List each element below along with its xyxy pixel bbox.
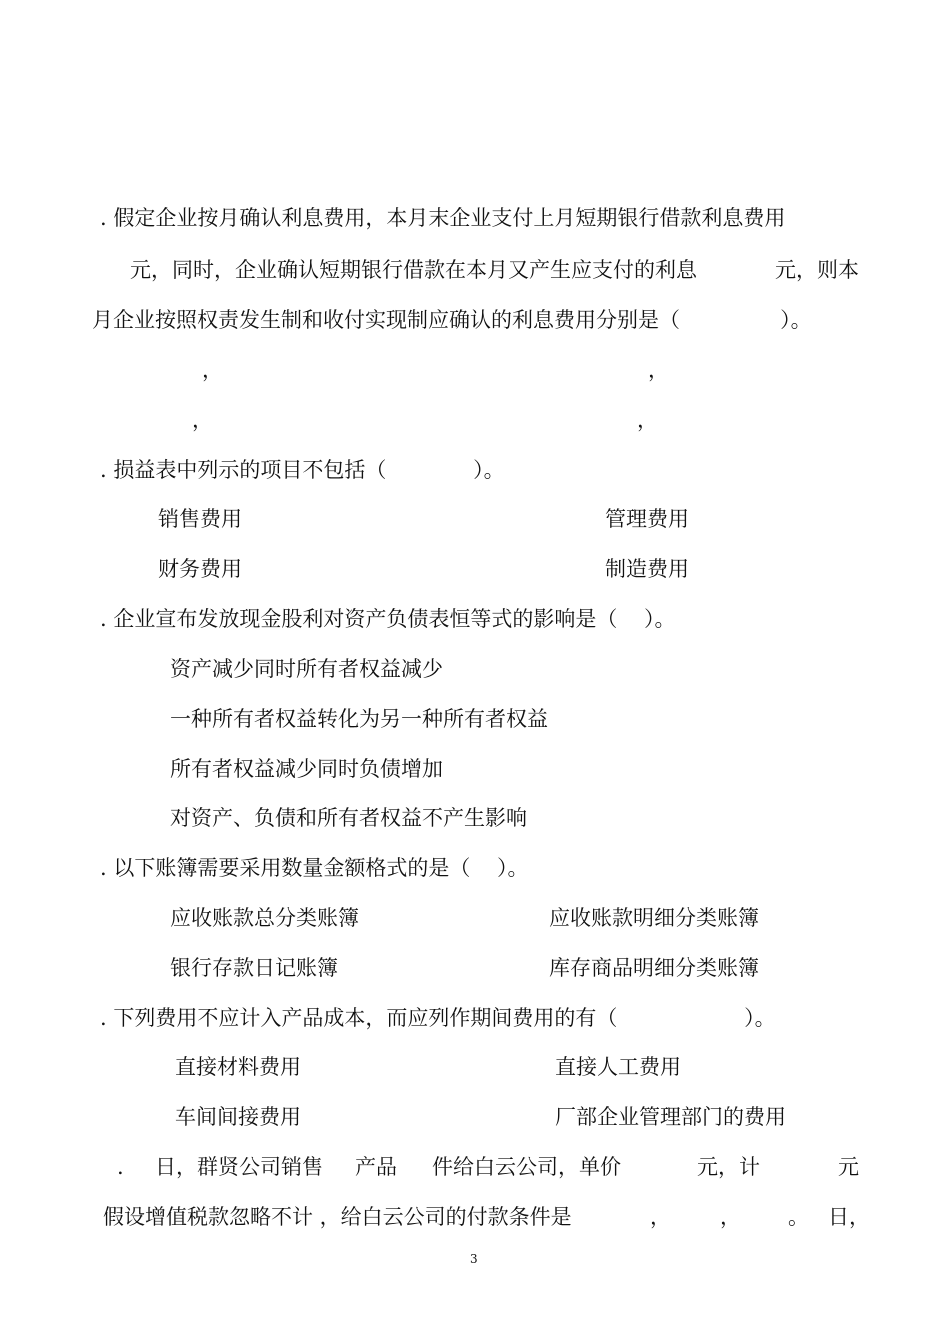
q1-stem-line3: 月企业按照权责发生制和收付实现制应确认的利息费用分别是（ ）。 — [92, 308, 812, 332]
q6-line2: 假设增值税款忽略不计 ，给白云公司的付款条件是 — [103, 1205, 572, 1229]
q1-option-c-comma: ， — [192, 408, 213, 432]
q6-text-product: 产品 — [355, 1155, 397, 1179]
q6-line2-comma2: ， — [720, 1205, 741, 1229]
q2-stem: . 损益表中列示的项目不包括（ ）。 — [100, 458, 505, 482]
q2-option-a: 销售费用 — [158, 507, 242, 531]
q1-option-a-comma: ， — [202, 358, 223, 382]
q6-line2-period: 。 — [788, 1205, 809, 1229]
q3-option-d: 对资产、负债和所有者权益不产生影响 — [170, 806, 527, 830]
q6-text-unit-price: 元，计 — [697, 1155, 760, 1179]
q4-option-b: 应收账款明细分类账簿 — [549, 906, 759, 930]
q4-option-c: 银行存款日记账簿 — [170, 956, 338, 980]
q6-line2-end: 日， — [828, 1205, 870, 1229]
q5-option-b: 直接人工费用 — [555, 1055, 681, 1079]
q6-line2-comma1: ， — [650, 1205, 671, 1229]
q5-option-c: 车间间接费用 — [175, 1105, 301, 1129]
q1-stem-line2-end: 元，则本 — [775, 258, 859, 282]
q1-option-d-comma: ， — [637, 408, 658, 432]
q3-option-c: 所有者权益减少同时负债增加 — [170, 757, 443, 781]
page-number: 3 — [470, 1252, 478, 1266]
q2-option-b: 管理费用 — [605, 507, 689, 531]
q2-option-d: 制造费用 — [605, 557, 689, 581]
q3-option-b: 一种所有者权益转化为另一种所有者权益 — [170, 707, 548, 731]
q6-text-quantity: 件给白云公司，单价 — [432, 1155, 621, 1179]
q3-stem: . 企业宣布发放现金股利对资产负债表恒等式的影响是（ ）。 — [100, 607, 676, 631]
q6-number-dot: . — [117, 1155, 124, 1179]
q4-option-d: 库存商品明细分类账簿 — [549, 956, 759, 980]
q5-stem: . 下列费用不应计入产品成本，而应列作期间费用的有（ ）。 — [100, 1006, 776, 1030]
q2-option-c: 财务费用 — [158, 557, 242, 581]
q4-stem: . 以下账簿需要采用数量金额格式的是（ ）。 — [100, 856, 529, 880]
q6-text-date: 日，群贤公司销售 — [155, 1155, 323, 1179]
q6-text-total: 元 — [838, 1155, 859, 1179]
q4-option-a: 应收账款总分类账簿 — [170, 906, 359, 930]
q3-option-a: 资产减少同时所有者权益减少 — [170, 657, 443, 681]
q1-stem-line2: 元，同时，企业确认短期银行借款在本月又产生应支付的利息 — [130, 258, 697, 282]
q5-option-d: 厂部企业管理部门的费用 — [555, 1105, 786, 1129]
q1-stem-line1: . 假定企业按月确认利息费用，本月末企业支付上月短期银行借款利息费用 — [100, 206, 786, 230]
q5-option-a: 直接材料费用 — [175, 1055, 301, 1079]
q1-option-b-comma: ， — [648, 358, 669, 382]
